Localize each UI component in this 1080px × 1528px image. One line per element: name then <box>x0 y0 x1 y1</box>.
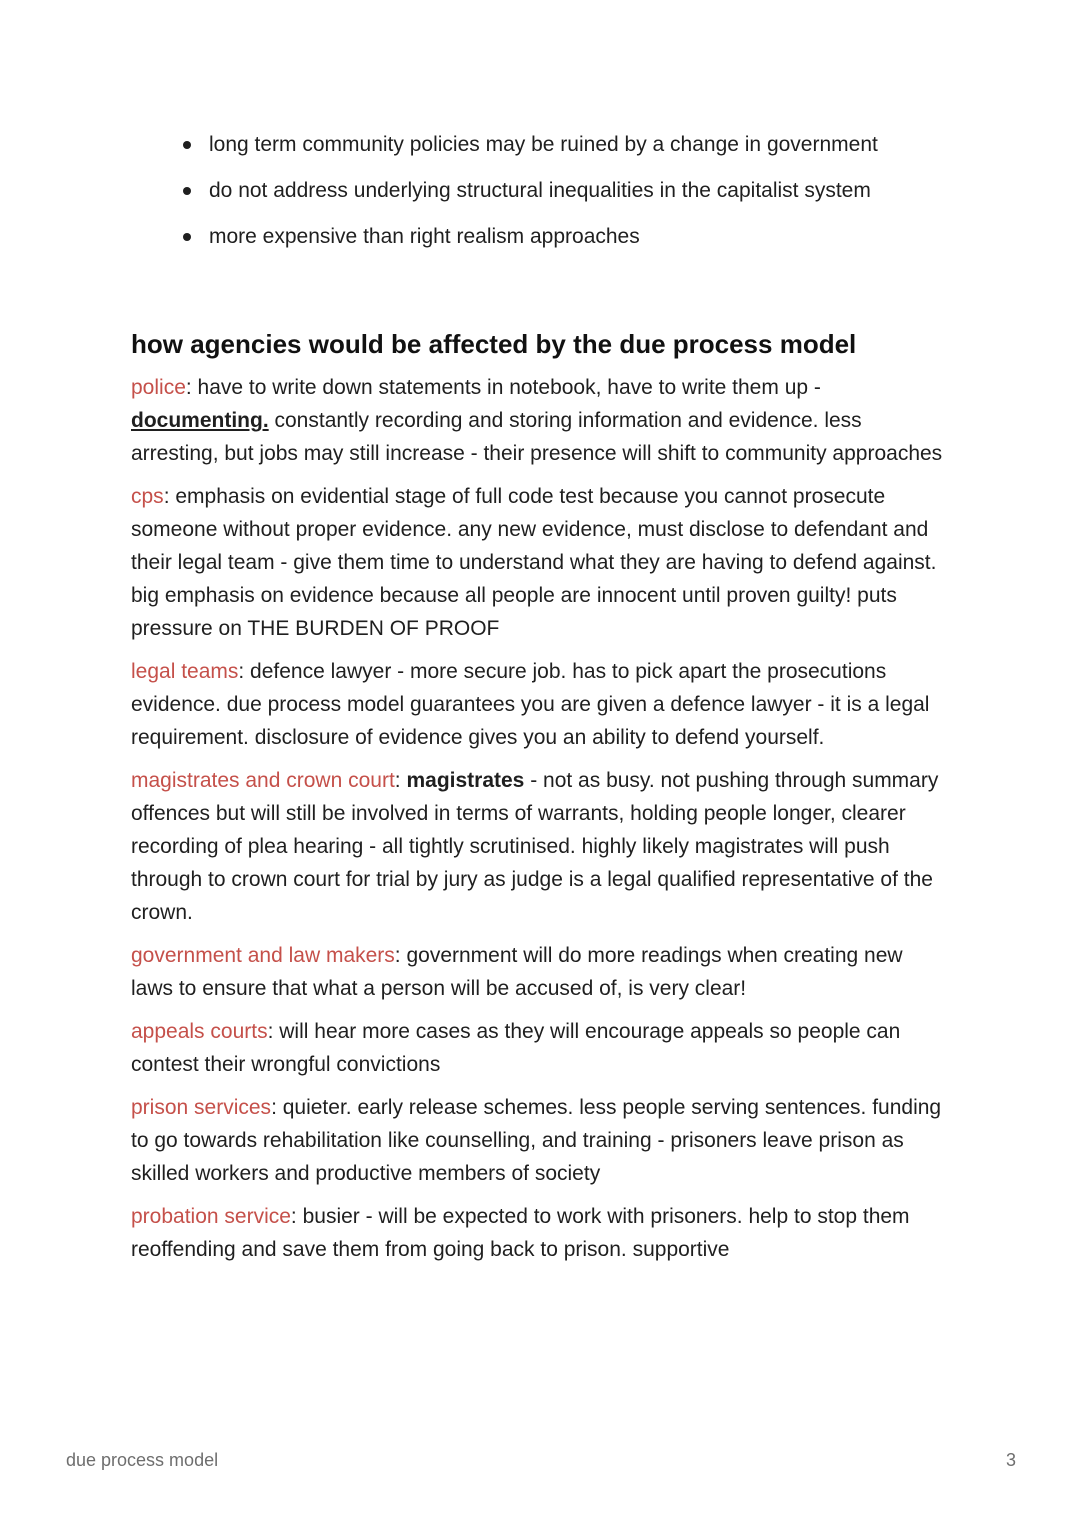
section-heading: how agencies would be affected by the due process model <box>131 329 857 359</box>
bullet-item <box>180 220 1000 253</box>
footer-title: due process model <box>66 1450 219 1470</box>
magistrates-sep: : <box>394 769 407 792</box>
bullet-item <box>180 174 1000 207</box>
prison-term: prison services <box>131 1096 272 1119</box>
appeals-term: appeals courts <box>131 1020 268 1043</box>
bullet-text: do not address underlying structural inequalities in the capitalist system <box>209 179 871 202</box>
appeals-text: : will hear more cases as they will encourage appeals so people can contest their wrongful convictions <box>131 1020 901 1076</box>
government-term: government and law makers <box>131 944 395 967</box>
legal-teams-text: : defence lawyer - more secure job. has to pick apart the prosecutions evidence. due process model guarantees you are given a defence lawyer - it is a legal requirement. disclosure of evidence gives you an ability to defend yourself. <box>131 660 930 749</box>
government-paragraph <box>131 939 946 1005</box>
police-term: police <box>131 376 186 399</box>
cps-text: : emphasis on evidential stage of full code test because you cannot prosecute someone without proper evidence. any new evidence, must disclose to defendant and their legal team - give them time to understand what they are having to defend against. big emphasis on evidence because all people are innocent until proven guilty! puts pressure on THE BURDEN OF PROOF <box>131 485 937 640</box>
legal-teams-term: legal teams <box>131 660 239 683</box>
bullet-dot-icon <box>183 233 191 241</box>
bullet-dot-icon <box>183 141 191 149</box>
probation-paragraph <box>131 1200 946 1266</box>
magistrates-term: magistrates and crown court <box>131 769 395 792</box>
magistrates-text: - not as busy. not pushing through summary offences but will still be involved in terms of warrants, holding people longer, clearer recording of plea hearing - all tightly scrutinised. highly likely magistrates will push through to crown court for trial by jury as judge is a legal qualified representative of the crown. <box>131 769 939 924</box>
prison-paragraph <box>131 1091 946 1190</box>
police-paragraph <box>131 371 946 470</box>
magistrates-paragraph <box>131 764 946 929</box>
documenting-emphasis: documenting. <box>131 409 269 432</box>
legal-teams-paragraph <box>131 655 946 754</box>
government-text: : government will do more readings when creating new laws to ensure that what a person will be accused of, is very clear! <box>131 944 903 1000</box>
probation-text: : busier - will be expected to work with prisoners. help to stop them reoffending and save them from going back to prison. supportive <box>131 1205 910 1261</box>
bullet-text: long term community policies may be ruined by a change in government <box>209 133 878 156</box>
bullet-text: more expensive than right realism approaches <box>209 225 640 248</box>
police-text-1: : have to write down statements in notebook, have to write them up - <box>185 376 821 399</box>
probation-term: probation service <box>131 1205 291 1228</box>
appeals-paragraph <box>131 1015 946 1081</box>
bullet-item <box>180 128 1000 161</box>
cps-paragraph <box>131 480 946 645</box>
cps-term: cps <box>131 485 164 508</box>
police-text-2: constantly recording and storing information and evidence. less arresting, but jobs may still increase - their presence will shift to community approaches <box>131 409 943 465</box>
page-number: 3 <box>1005 1450 1016 1470</box>
bullet-dot-icon <box>183 187 191 195</box>
bullet-list <box>180 128 1000 266</box>
magistrates-bold: magistrates <box>406 769 525 792</box>
agencies-sections <box>131 371 946 1276</box>
prison-text: : quieter. early release schemes. less people serving sentences. funding to go towards rehabilitation like counselling, and training - prisoners leave prison as skilled workers and productive members of society <box>131 1096 942 1185</box>
